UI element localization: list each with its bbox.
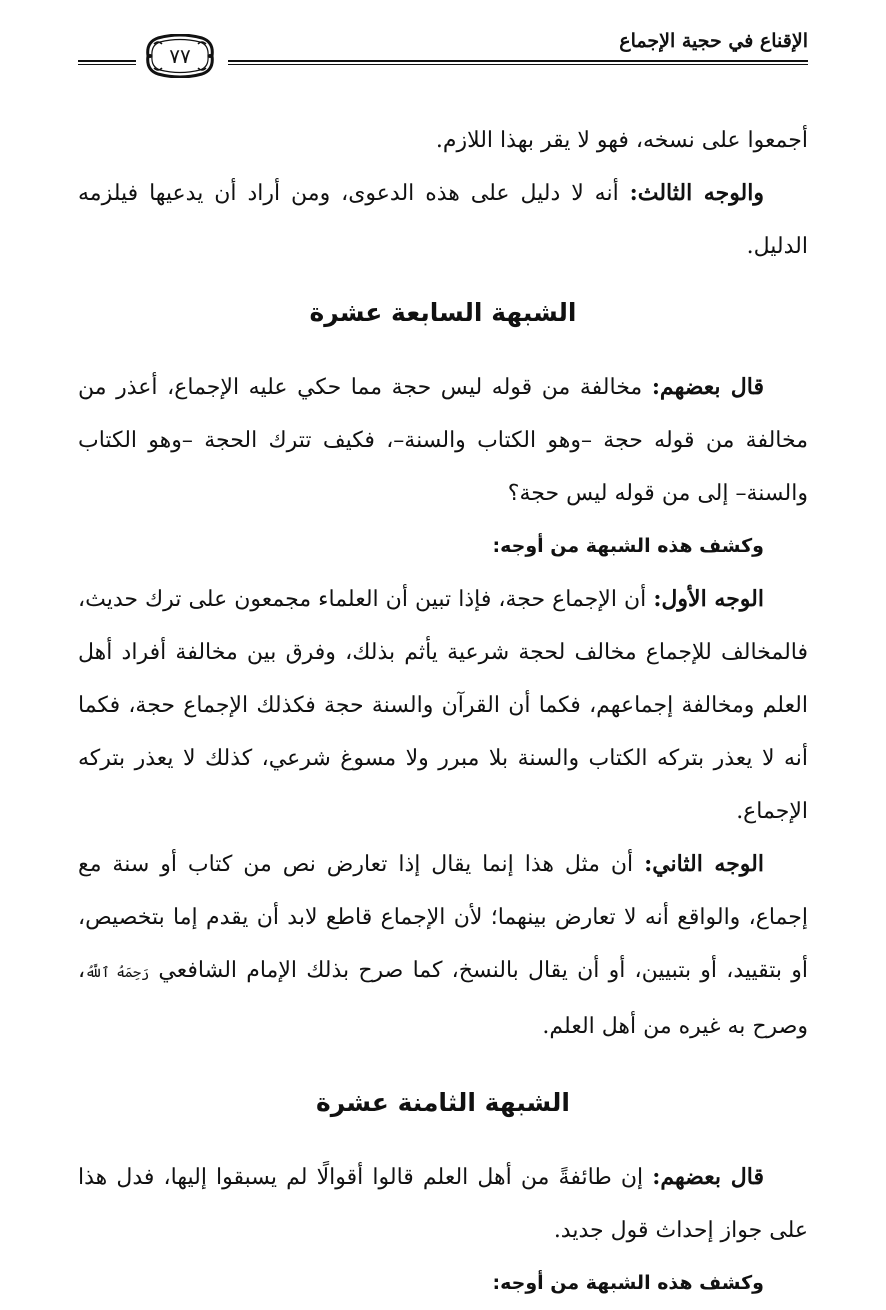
header-rule-right [228,60,808,62]
paragraph-third-aspect [78,167,808,273]
paragraph-text: ، وصرح به غيره من أهل العلم. [78,958,808,1039]
header-rule-left-thin [78,64,136,65]
paragraph-objection [78,361,808,520]
paragraph-text: أجمعوا على نسخه، فهو لا يقر بهذا اللازم. [435,128,808,153]
sub-heading-refutation-2: وكشف هذه الشبهة من أوجه: [492,1272,764,1294]
header-rule-left [78,60,136,62]
paragraph-text: أنه لا دليل على هذه الدعوى، ومن أراد أن يدعيها فيلزمه الدليل. [78,181,808,259]
paragraph-lead: قال بعضهم: [651,374,765,400]
paragraph-lead: والوجه الثالث: [629,180,764,206]
paragraph-text: أن مثل هذا إنما يقال إذا تعارض نص من كتاب أو سنة مع إجماع، والواقع أنه لا تعارض بينهما؛ لأن الإجماع قاطع لابد أن يقدم إما بتخصيص، أو بتقييد، أو بتبيين، أو أن يقال بالنسخ، كما صرح بذلك الإمام الشافعي [78,852,808,983]
paragraph-lead: الوجه الثاني: [644,851,764,877]
paragraph-text: مخالفة من قوله ليس حجة مما حكي عليه الإجماع، أعذر من مخالفة من قوله حجة –وهو الكتاب والسنة–، فكيف تترك الحجة –وهو الكتاب والسنة– إلى من قوله ليس حجة؟ [78,375,809,506]
paragraph-continuation [78,114,808,167]
header-rule-right-thin [228,64,808,65]
sub-heading-refutation: وكشف هذه الشبهة من أوجه: [492,535,764,557]
page-header [78,26,808,82]
paragraph-lead: الوجه الأول: [653,586,764,612]
paragraph-first-aspect [78,573,808,838]
paragraph-text: أن الإجماع حجة، فإذا تبين أن العلماء مجمعون على ترك حديث، فالمخالف للإجماع مخالف لحجة شرعية يأثم بذلك، وفرق بين مخالفة أفراد أهل العلم ومخالفة إجماعهم، فكما أن القرآن والسنة حجة فكذلك الإجماع حجة، فكما أنه لا يعذر بتركه الكتاب والسنة بلا مبرر ولا مسوغ شرعي، كذلك لا يعذر بتركه الإجماع. [78,587,808,824]
paragraph-second-aspect [78,838,808,1053]
paragraph-lead: قال بعضهم: [652,1164,764,1190]
honorific-glyph: رَحِمَهُ ٱللَّهُ [85,965,150,981]
section-heading-seventeenth: الشبهة السابعة عشرة [309,298,577,327]
section-heading-eighteenth: الشبهة الثامنة عشرة [316,1088,570,1117]
paragraph-text: إن طائفةً من أهل العلم قالوا أقوالًا لم يسبقوا إليها، فدل هذا على جواز إحداث قول جديد. [78,1165,808,1243]
running-title: الإقناع في حجية الإجماع [619,30,808,52]
paragraph-objection-2 [78,1151,808,1257]
page-content [78,114,808,1310]
page-number-ornament [144,34,216,78]
page-number: ٧٧ [169,44,191,68]
